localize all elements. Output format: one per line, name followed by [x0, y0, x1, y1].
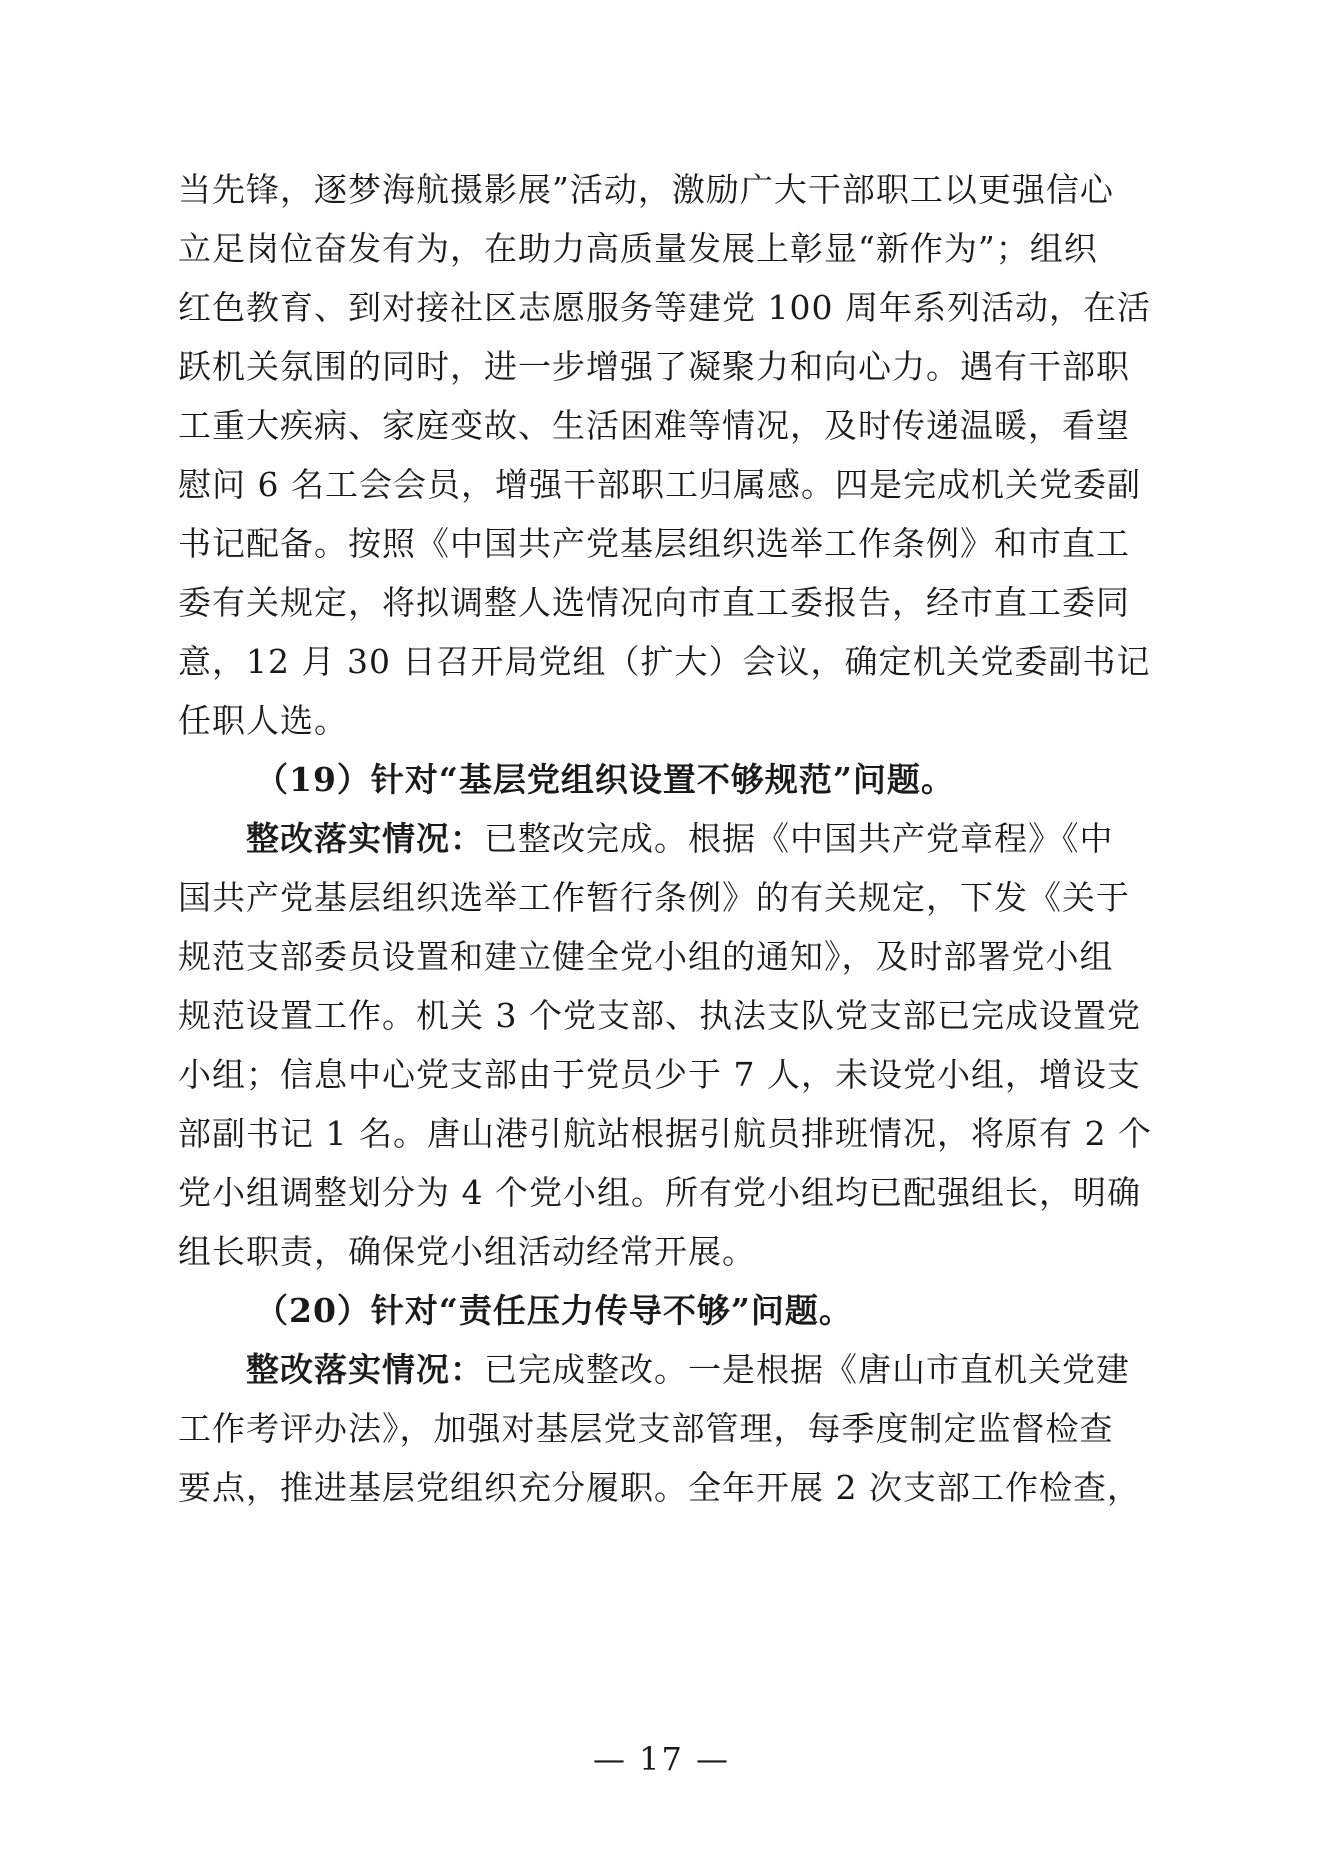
rectify-20-first-line — [246, 1348, 1158, 1392]
rectify-20-line-1: 已完成整改。一是根据《唐山市直机关党建 — [484, 1350, 1130, 1389]
rectify-19-line-1: 已整改完成。根据《中国共产党章程》《中 — [484, 819, 1114, 858]
body-line-1: 当先锋，逐梦海航摄影展”活动，激励广大干部职工以更强信心 — [178, 170, 1114, 209]
rectify-19-line-4: 规范设置工作。机关 3 个党支部、执法支队党支部已完成设置党 — [178, 996, 1141, 1035]
rectify-19-label: 整改落实情况： — [246, 819, 484, 858]
body-line-9: 意，12 月 30 日召开局党组（扩大）会议，确定机关党委副书记 — [178, 642, 1151, 681]
rectify-19-line-5: 小组；信息中心党支部由于党员少于 7 人，未设党小组，增设支 — [178, 1055, 1141, 1094]
body-line-2: 立足岗位奋发有为，在助力高质量发展上彰显“新作为”；组织 — [178, 229, 1098, 268]
section-heading-19: （19）针对“基层党组织设置不够规范”问题。 — [255, 760, 955, 799]
rectify-19-line-8: 组长职责，确保党小组活动经常开展。 — [178, 1232, 756, 1271]
rectify-19-line-7: 党小组调整划分为 4 个党小组。所有党小组均已配强组长，明确 — [178, 1173, 1141, 1212]
body-line-5: 工重大疾病、家庭变故、生活困难等情况，及时传递温暖，看望 — [178, 406, 1130, 445]
rectify-20-line-3: 要点，推进基层党组织充分履职。全年开展 2 次支部工作检查， — [178, 1468, 1141, 1507]
section-heading-20: （20）针对“责任压力传导不够”问题。 — [255, 1291, 853, 1330]
page-number: — 17 — — [592, 1740, 731, 1778]
body-line-3: 红色教育、到对接社区志愿服务等建党 100 周年系列活动，在活 — [178, 288, 1151, 327]
body-line-8: 委有关规定，将拟调整人选情况向市直工委报告，经市直工委同 — [178, 583, 1130, 622]
body-line-6: 慰问 6 名工会会员，增强干部职工归属感。四是完成机关党委副 — [178, 465, 1141, 504]
rectify-19-first-line — [246, 817, 1158, 861]
rectify-20-label: 整改落实情况： — [246, 1350, 484, 1389]
rectify-20-line-2: 工作考评办法》，加强对基层党支部管理，每季度制定监督检查 — [178, 1409, 1114, 1448]
body-line-7: 书记配备。按照《中国共产党基层组织选举工作条例》和市直工 — [178, 524, 1130, 563]
rectify-19-line-2: 国共产党基层组织选举工作暂行条例》的有关规定，下发《关于 — [178, 878, 1130, 917]
body-line-4: 跃机关氛围的同时，进一步增强了凝聚力和向心力。遇有干部职 — [178, 347, 1130, 386]
rectify-19-line-6: 部副书记 1 名。唐山港引航站根据引航员排班情况，将原有 2 个 — [178, 1114, 1152, 1153]
rectify-19-line-3: 规范支部委员设置和建立健全党小组的通知》，及时部署党小组 — [178, 937, 1114, 976]
body-line-10: 任职人选。 — [178, 701, 348, 740]
